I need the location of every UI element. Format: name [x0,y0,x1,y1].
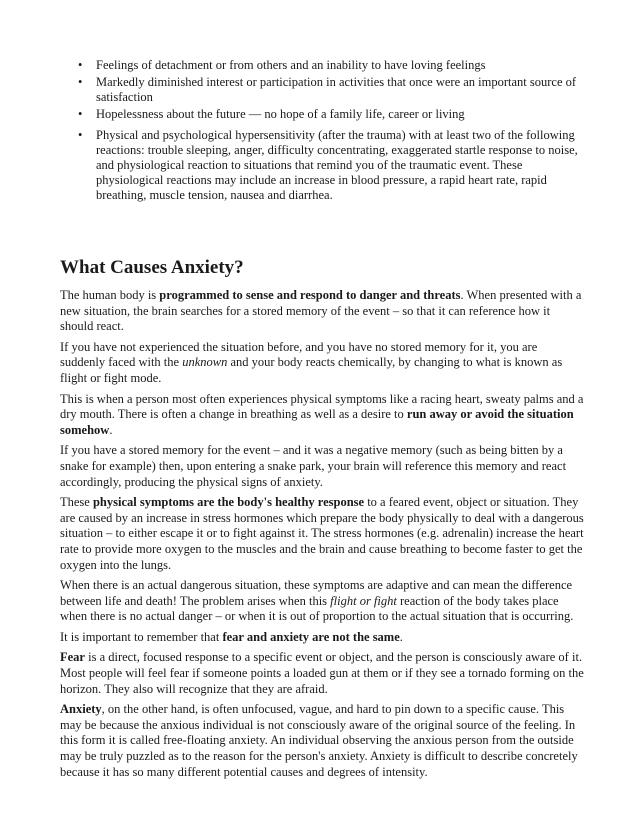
bullet-icon: • [78,58,83,72]
text-run: reaction of the body takes place when there is no actual danger – or when it is out of proportion to the actual situation that is occurring. [60,593,574,624]
text-run: If you have a stored memory for the event – and it was a negative memory (such as being bitten by a snake for example) then, upon entering a snake park, your brain will reference this memory and react accordingly, producing the physical signs of anxiety. [60,443,567,489]
text-run: It is important to remember that [60,629,223,644]
bullet-icon: • [78,75,83,89]
paragraph-4 [60,443,585,490]
text-run: . [399,629,403,644]
bullet-text: Hopelessness about the future — no hope of a family life, career or living [96,107,465,121]
italic-run: unknown [182,355,228,370]
section-heading: What Causes Anxiety? [60,257,244,278]
paragraph-2 [60,340,585,387]
text-run: The human body is [60,288,160,302]
symptom-bullet-list [78,58,588,205]
text-run: and your body reacts chemically, by changing to what is known as flight or fight mode. [60,355,563,385]
text-run: These [60,495,93,510]
text-run: is a direct, focused response to a specific event or object, and the person is consciously aware of it. Most people will feel fear if someone points a loaded gun at them or if they see a tornado forming on the horizon. They also will recognize that they are afraid. [60,650,584,696]
bold-run: physical symptoms are the body's healthy response [92,495,365,510]
bullet-icon: • [78,128,83,142]
bullet-icon: • [78,107,83,121]
text-run: . [109,422,113,437]
bullet-text: Markedly diminished interest or participation in activities that once were an important source of satisfaction [96,75,577,104]
paragraph-6 [60,578,585,625]
bold-run: fear and anxiety are not the same [222,629,400,644]
list-item [78,107,588,122]
list-item [78,58,588,73]
bold-run: Fear [60,650,85,665]
text-run: If you have not experienced the situation before, and you have no stored memory for it, you are suddenly faced with the [60,339,538,370]
list-item [78,128,588,203]
list-item [78,75,588,105]
text-run: This is when a person most often experiences physical symptoms like a racing heart, sweaty palms and a dry mouth. There is often a change in breathing as well as a desire to [60,391,584,422]
bold-run: programmed to sense and respond to danger and threats [159,288,461,302]
bold-run: run away or avoid the situation somehow [60,407,574,437]
text-run: , on the other hand, is often unfocused, vague, and hard to pin down to a specific cause. This may be because the anxious individual is not consciously aware of the original source of the feeling. In this form it is called free-floating anxiety. An individual observing the anxious person from the outside may be truly puzzled as to the reason for the person's anxiety. Anxiety is difficult to describe concretely because it has so many different potential causes and degrees of intensity. [60,702,578,779]
paragraph-9 [60,702,585,780]
text-run: . When presented with a new situation, the brain searches for a stored memory of the event – so that it can reference how it should react. [60,288,582,334]
bold-run: Anxiety [60,702,102,717]
paragraph-7 [60,630,585,646]
paragraph-5 [60,495,585,573]
section-body [60,288,585,785]
italic-run: flight or fight [330,593,397,608]
paragraph-3 [60,392,585,439]
paragraph-1 [60,288,585,335]
paragraph-8 [60,650,585,697]
bullet-text: Physical and psychological hypersensitivity (after the trauma) with at least two of the following reactions: trouble sleeping, anger, difficulty concentrating, exaggerated startle response to noise, and physiological reaction to situations that remind you of the traumatic event. These physiological reactions may include an increase in blood pressure, a rapid heart rate, rapid breathing, muscle tension, nausea and diarrhea. [96,128,578,202]
bullet-text: Feelings of detachment or from others and an inability to have loving feelings [96,58,486,72]
text-run: When there is an actual dangerous situation, these symptoms are adaptive and can mean the difference between life and death! The problem arises when this [60,578,573,608]
text-run: to a feared event, object or situation. They are caused by an increase in stress hormones which prepare the body physically to deal with a dangerous situation – to either escape it or to fight against it. The stress hormones (e.g. adrenalin) increase the heart rate to provide more oxygen to the muscles and the brain and cause breathing to become faster to get the oxygen into the lungs. [60,495,584,572]
